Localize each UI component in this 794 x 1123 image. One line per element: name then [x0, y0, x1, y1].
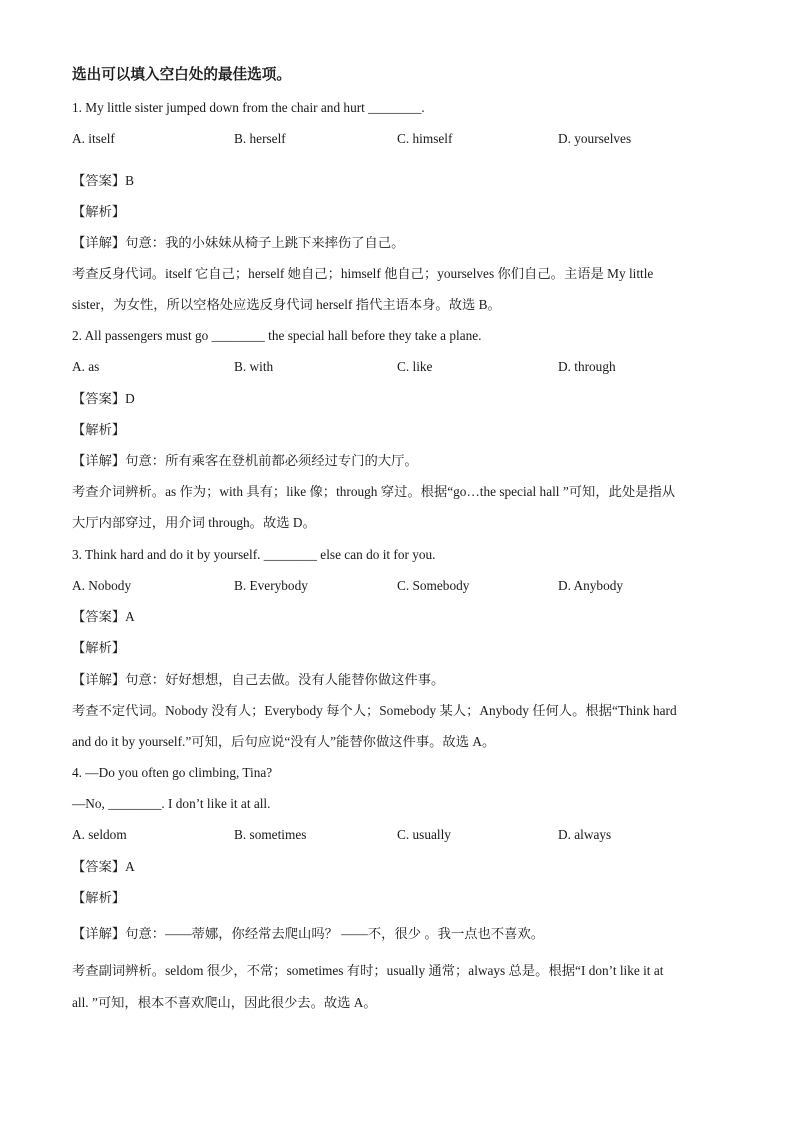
question-4-option-b: B. sometimes — [234, 827, 307, 842]
question-3-option-c: C. Somebody — [397, 578, 470, 593]
question-1-stem: 1. My little sister jumped down from the chair and hurt ________. — [72, 100, 425, 115]
question-3-option-a: A. Nobody — [72, 578, 132, 593]
question-4-explanation-line-1: 考查副词辨析。seldom 很少，不常；sometimes 有时；usually 通常；always 总是。根据“I don’t like it at — [72, 963, 664, 978]
question-4-option-d: D. always — [558, 827, 612, 842]
question-1-option-b: B. herself — [234, 131, 286, 146]
question-3-option-b: B. Everybody — [234, 578, 308, 593]
question-1-detail: 【详解】句意：我的小妹妹从椅子上跳下来摔伤了自己。 — [72, 235, 405, 250]
question-2-explanation-line-1: 考查介词辨析。as 作为；with 具有；like 像；through 穿过。根据“go…the special hall ”可知，此处是指从 — [72, 484, 676, 499]
question-4-detail: 【详解】句意：——蒂娜，你经常去爬山吗？ ——不，很少 。我一点也不喜欢。 — [72, 926, 545, 941]
question-2-analysis: 【解析】 — [72, 422, 126, 437]
question-4-answer: 【答案】A — [72, 859, 135, 874]
question-2-explanation-line-2: 大厅内部穿过，用介词 through。故选 D。 — [72, 515, 316, 530]
question-1-option-d: D. yourselves — [558, 131, 632, 146]
question-4-stem-line-2: —No, ________. I don’t like it at all. — [72, 796, 271, 811]
question-2-answer: 【答案】D — [72, 391, 135, 406]
question-4-option-c: C. usually — [397, 827, 451, 842]
question-1-analysis: 【解析】 — [72, 204, 126, 219]
question-2-detail: 【详解】句意：所有乘客在登机前都必须经过专门的大厅。 — [72, 453, 418, 468]
question-3-explanation-line-1: 考查不定代词。Nobody 没有人；Everybody 每个人；Somebody 某人；Anybody 任何人。根据“Think hard — [72, 703, 677, 718]
question-3-explanation-line-2: and do it by yourself.”可知，后句应说“没有人”能替你做这件事。故选 A。 — [72, 734, 496, 749]
question-4-option-a: A. seldom — [72, 827, 127, 842]
question-4-explanation-line-2: all. ”可知，根本不喜欢爬山，因此很少去。故选 A。 — [72, 995, 377, 1010]
question-1-explanation-line-2: sister，为女性，所以空格处应选反身代词 herself 指代主语本身。故选 B。 — [72, 297, 501, 312]
question-2-option-c: C. like — [397, 359, 433, 374]
question-3-stem: 3. Think hard and do it by yourself. ________ else can do it for you. — [72, 547, 436, 562]
question-2-option-a: A. as — [72, 359, 100, 374]
question-3-detail: 【详解】句意：好好想想，自己去做。没有人能替你做这件事。 — [72, 672, 445, 687]
question-3-analysis: 【解析】 — [72, 640, 126, 655]
question-1-answer: 【答案】B — [72, 173, 135, 188]
section-heading: 选出可以填入空白处的最佳选项。 — [72, 67, 291, 83]
question-4-analysis: 【解析】 — [72, 890, 126, 905]
question-3-option-d: D. Anybody — [558, 578, 624, 593]
question-2-option-b: B. with — [234, 359, 274, 374]
question-3-answer: 【答案】A — [72, 609, 135, 624]
question-4-stem-line-1: 4. —Do you often go climbing, Tina? — [72, 765, 273, 780]
question-2-option-d: D. through — [558, 359, 616, 374]
question-2-stem: 2. All passengers must go ________ the special hall before they take a plane. — [72, 328, 482, 343]
question-1-explanation-line-1: 考查反身代词。itself 它自己；herself 她自己；himself 他自己；yourselves 你们自己。主语是 My little — [72, 266, 654, 281]
question-1-option-c: C. himself — [397, 131, 453, 146]
question-1-option-a: A. itself — [72, 131, 115, 146]
